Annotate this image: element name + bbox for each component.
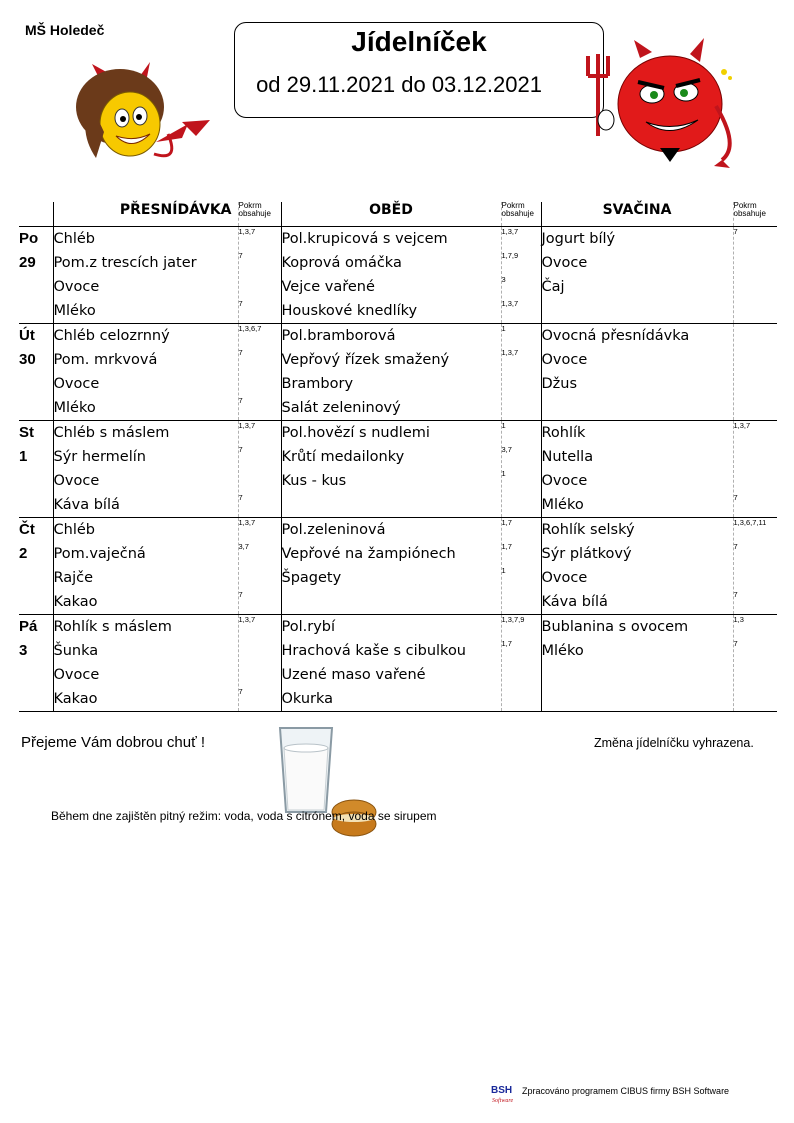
day-abbr: Út xyxy=(19,327,35,344)
breakfast-allergens xyxy=(238,421,281,518)
allergen-code xyxy=(502,590,541,614)
food-item: Brambory xyxy=(281,376,354,392)
day-row xyxy=(19,518,777,615)
breakfast-allergens xyxy=(238,615,281,712)
allergen-code xyxy=(734,324,778,348)
food-item: Káva bílá xyxy=(53,497,120,513)
food-item: Mléko xyxy=(541,497,584,513)
lunch-allergens xyxy=(501,518,541,615)
breakfast-items xyxy=(53,421,238,518)
food-item: Pol.krupicová s vejcem xyxy=(281,231,448,247)
breakfast-items xyxy=(53,227,238,324)
day-number: 30 xyxy=(19,351,36,368)
food-item: Koprová omáčka xyxy=(281,255,402,271)
food-item xyxy=(542,396,733,420)
food-item: Houskové knedlíky xyxy=(281,303,418,319)
allergen-code xyxy=(734,372,778,396)
day-row xyxy=(19,615,777,712)
food-item: Kakao xyxy=(53,691,98,707)
food-item: Rohlík s máslem xyxy=(53,619,172,635)
food-item: Kus - kus xyxy=(281,473,347,489)
allergen-code: 1 xyxy=(501,421,506,430)
snack-items xyxy=(541,227,733,324)
date-range: od 29.11.2021 do 03.12.2021 xyxy=(256,72,542,97)
lunch-items xyxy=(281,227,501,324)
allergen-header: Pokrm obsahuje xyxy=(238,202,281,227)
food-item: Bublanina s ovocem xyxy=(541,619,689,635)
allergen-code xyxy=(239,663,281,687)
allergen-code: 1,3,7 xyxy=(238,227,256,236)
allergen-code: 7 xyxy=(733,590,738,599)
snack-items xyxy=(541,518,733,615)
lunch-allergens xyxy=(501,615,541,712)
day-abbr: Čt xyxy=(19,521,35,538)
food-item: Vepřový řízek smažený xyxy=(281,352,450,368)
allergen-code: 3,7 xyxy=(501,445,512,454)
food-item: Chléb xyxy=(53,231,95,247)
food-item: Vejce vařené xyxy=(281,279,375,295)
allergen-code xyxy=(239,639,281,663)
allergen-code: 7 xyxy=(733,227,738,236)
allergen-code xyxy=(502,493,541,517)
food-item: Pol.zeleninová xyxy=(281,522,386,538)
allergen-code xyxy=(734,687,778,711)
food-item: Čaj xyxy=(541,279,565,295)
allergen-code: 7 xyxy=(238,299,243,308)
allergen-code xyxy=(734,251,778,275)
food-item: Pol.rybí xyxy=(281,619,336,635)
school-name: MŠ Holedeč xyxy=(25,22,105,38)
snack-allergens xyxy=(733,615,777,712)
girl-devil-icon xyxy=(70,62,220,172)
allergen-code: 3 xyxy=(501,275,506,284)
allergen-code: 1,3,7 xyxy=(501,299,519,308)
lunch-allergens xyxy=(501,227,541,324)
food-item: Mléko xyxy=(53,303,96,319)
food-item: Kakao xyxy=(53,594,98,610)
food-item: Krůtí medailonky xyxy=(281,449,405,465)
allergen-code: 7 xyxy=(238,396,243,405)
allergen-code xyxy=(502,396,541,420)
day-number: 2 xyxy=(19,545,28,562)
food-item xyxy=(542,663,733,687)
allergen-code: 7 xyxy=(733,639,738,648)
allergen-code xyxy=(734,275,778,299)
day-label xyxy=(19,324,53,421)
allergen-code: 1,3,7,9 xyxy=(501,615,525,624)
food-item: Hrachová kaše s cibulkou xyxy=(281,643,466,659)
snack-items xyxy=(541,615,733,712)
header-breakfast: PŘESNÍDÁVKA xyxy=(53,202,238,227)
snack-items xyxy=(541,324,733,421)
food-item: Vepřové na žampiónech xyxy=(281,546,456,562)
food-item: Ovoce xyxy=(53,376,100,392)
food-item: Ovocná přesnídávka xyxy=(541,328,690,344)
menu-table xyxy=(19,202,777,712)
food-item: Pom. mrkvová xyxy=(53,352,158,368)
snack-allergens xyxy=(733,421,777,518)
food-item: Rajče xyxy=(53,570,94,586)
food-item: Šunka xyxy=(53,643,99,659)
lunch-items xyxy=(281,615,501,712)
allergen-code xyxy=(239,469,281,493)
food-item: Pom.vaječná xyxy=(53,546,146,562)
food-item xyxy=(542,687,733,711)
allergen-code: 1,3,7 xyxy=(238,615,256,624)
food-item: Chléb s máslem xyxy=(53,425,170,441)
allergen-code: 1,3,7 xyxy=(501,227,519,236)
snack-allergens xyxy=(733,324,777,421)
food-item: Pol.hovězí s nudlemi xyxy=(281,425,430,441)
day-number: 1 xyxy=(19,448,28,465)
allergen-code xyxy=(502,687,541,711)
snack-allergens xyxy=(733,227,777,324)
day-label xyxy=(19,421,53,518)
allergen-code: 1 xyxy=(501,324,506,333)
lunch-allergens xyxy=(501,421,541,518)
food-item: Džus xyxy=(541,376,578,392)
allergen-code: 7 xyxy=(238,445,243,454)
red-devil-icon xyxy=(580,36,750,171)
food-item: Rohlík selský xyxy=(541,522,635,538)
svg-text:Software: Software xyxy=(492,1098,514,1104)
breakfast-items xyxy=(53,324,238,421)
svg-text:BSH: BSH xyxy=(491,1085,513,1096)
food-item: Pom.z trescích jater xyxy=(53,255,197,271)
header-lunch: OBĚD xyxy=(281,202,501,227)
allergen-code: 7 xyxy=(238,348,243,357)
milk-glass-icon xyxy=(276,724,336,816)
allergen-code: 1,7 xyxy=(501,639,512,648)
day-abbr: Pá xyxy=(19,618,38,635)
snack-items xyxy=(541,421,733,518)
allergen-code: 1,7 xyxy=(501,542,512,551)
allergen-code: 7 xyxy=(733,493,738,502)
header-snack: SVAČINA xyxy=(541,202,733,227)
food-item: Sýr hermelín xyxy=(53,449,146,465)
allergen-code: 1 xyxy=(501,566,506,575)
food-item: Rohlík xyxy=(541,425,586,441)
allergen-code xyxy=(734,396,778,420)
food-item: Mléko xyxy=(541,643,584,659)
allergen-code xyxy=(734,348,778,372)
allergen-code xyxy=(734,469,778,493)
food-item xyxy=(282,590,501,614)
food-item: Káva bílá xyxy=(541,594,608,610)
allergen-code: 1,3,7 xyxy=(238,518,256,527)
allergen-code: 1,3,7 xyxy=(733,421,751,430)
allergen-code: 7 xyxy=(238,493,243,502)
breakfast-items xyxy=(53,518,238,615)
allergen-code xyxy=(502,663,541,687)
allergen-code: 7 xyxy=(238,251,243,260)
allergen-code xyxy=(239,275,281,299)
allergen-code: 7 xyxy=(238,590,243,599)
change-note: Změna jídelníčku vyhrazena. xyxy=(594,736,754,750)
food-item: Ovoce xyxy=(53,667,100,683)
day-row xyxy=(19,227,777,324)
food-item: Sýr plátkový xyxy=(541,546,632,562)
allergen-header: Pokrm obsahuje xyxy=(501,202,541,227)
allergen-code xyxy=(734,663,778,687)
breakfast-items xyxy=(53,615,238,712)
allergen-code: 1,3,7 xyxy=(238,421,256,430)
food-item: Ovoce xyxy=(541,352,588,368)
allergen-code xyxy=(239,566,281,590)
day-abbr: St xyxy=(19,424,34,441)
day-label xyxy=(19,227,53,324)
food-item: Pol.bramborová xyxy=(281,328,396,344)
food-item: Uzené maso vařené xyxy=(281,667,426,683)
food-item xyxy=(282,493,501,517)
lunch-items xyxy=(281,518,501,615)
footer-text: Zpracováno programem CIBUS firmy BSH Software xyxy=(522,1086,730,1096)
food-item: Ovoce xyxy=(53,473,100,489)
day-abbr: Po xyxy=(19,230,39,247)
allergen-code xyxy=(734,299,778,323)
allergen-code xyxy=(239,372,281,396)
drinking-note: Během dne zajištěn pitný režim: voda, voda s citrónem, voda se sirupem xyxy=(51,809,437,823)
allergen-code: 1 xyxy=(501,469,506,478)
allergen-code xyxy=(734,566,778,590)
food-item: Nutella xyxy=(541,449,594,465)
day-number: 29 xyxy=(19,254,36,271)
food-item: Jogurt bílý xyxy=(541,231,616,247)
wish-text: Přejeme Vám dobrou chuť ! xyxy=(21,734,206,751)
day-row xyxy=(19,421,777,518)
lunch-items xyxy=(281,324,501,421)
allergen-code: 7 xyxy=(238,687,243,696)
allergen-code: 1,3,6,7,11 xyxy=(733,518,767,527)
allergen-code: 1,3,7 xyxy=(501,348,519,357)
breakfast-allergens xyxy=(238,227,281,324)
food-item: Okurka xyxy=(281,691,334,707)
snack-allergens xyxy=(733,518,777,615)
food-item: Ovoce xyxy=(53,279,100,295)
food-item: Ovoce xyxy=(541,570,588,586)
food-item xyxy=(542,299,733,323)
food-item: Špagety xyxy=(281,570,342,586)
food-item: Salát zeleninový xyxy=(281,400,401,416)
allergen-header: Pokrm obsahuje xyxy=(733,202,777,227)
allergen-code: 3,7 xyxy=(238,542,249,551)
allergen-code: 1,7,9 xyxy=(501,251,519,260)
page-title: Jídelníček xyxy=(351,26,487,57)
bsh-logo-icon xyxy=(490,1082,518,1104)
breakfast-allergens xyxy=(238,518,281,615)
day-label xyxy=(19,518,53,615)
allergen-code: 1,7 xyxy=(501,518,512,527)
allergen-code: 7 xyxy=(733,542,738,551)
food-item: Ovoce xyxy=(541,473,588,489)
day-number: 3 xyxy=(19,642,28,659)
allergen-code: 1,3 xyxy=(733,615,744,624)
allergen-code xyxy=(734,445,778,469)
allergen-code xyxy=(502,372,541,396)
food-item: Ovoce xyxy=(541,255,588,271)
breakfast-allergens xyxy=(238,324,281,421)
food-item: Chléb celozrnný xyxy=(53,328,170,344)
food-item: Chléb xyxy=(53,522,95,538)
lunch-allergens xyxy=(501,324,541,421)
day-row xyxy=(19,324,777,421)
food-item: Mléko xyxy=(53,400,96,416)
allergen-code: 1,3,6,7 xyxy=(238,324,262,333)
lunch-items xyxy=(281,421,501,518)
day-label xyxy=(19,615,53,712)
